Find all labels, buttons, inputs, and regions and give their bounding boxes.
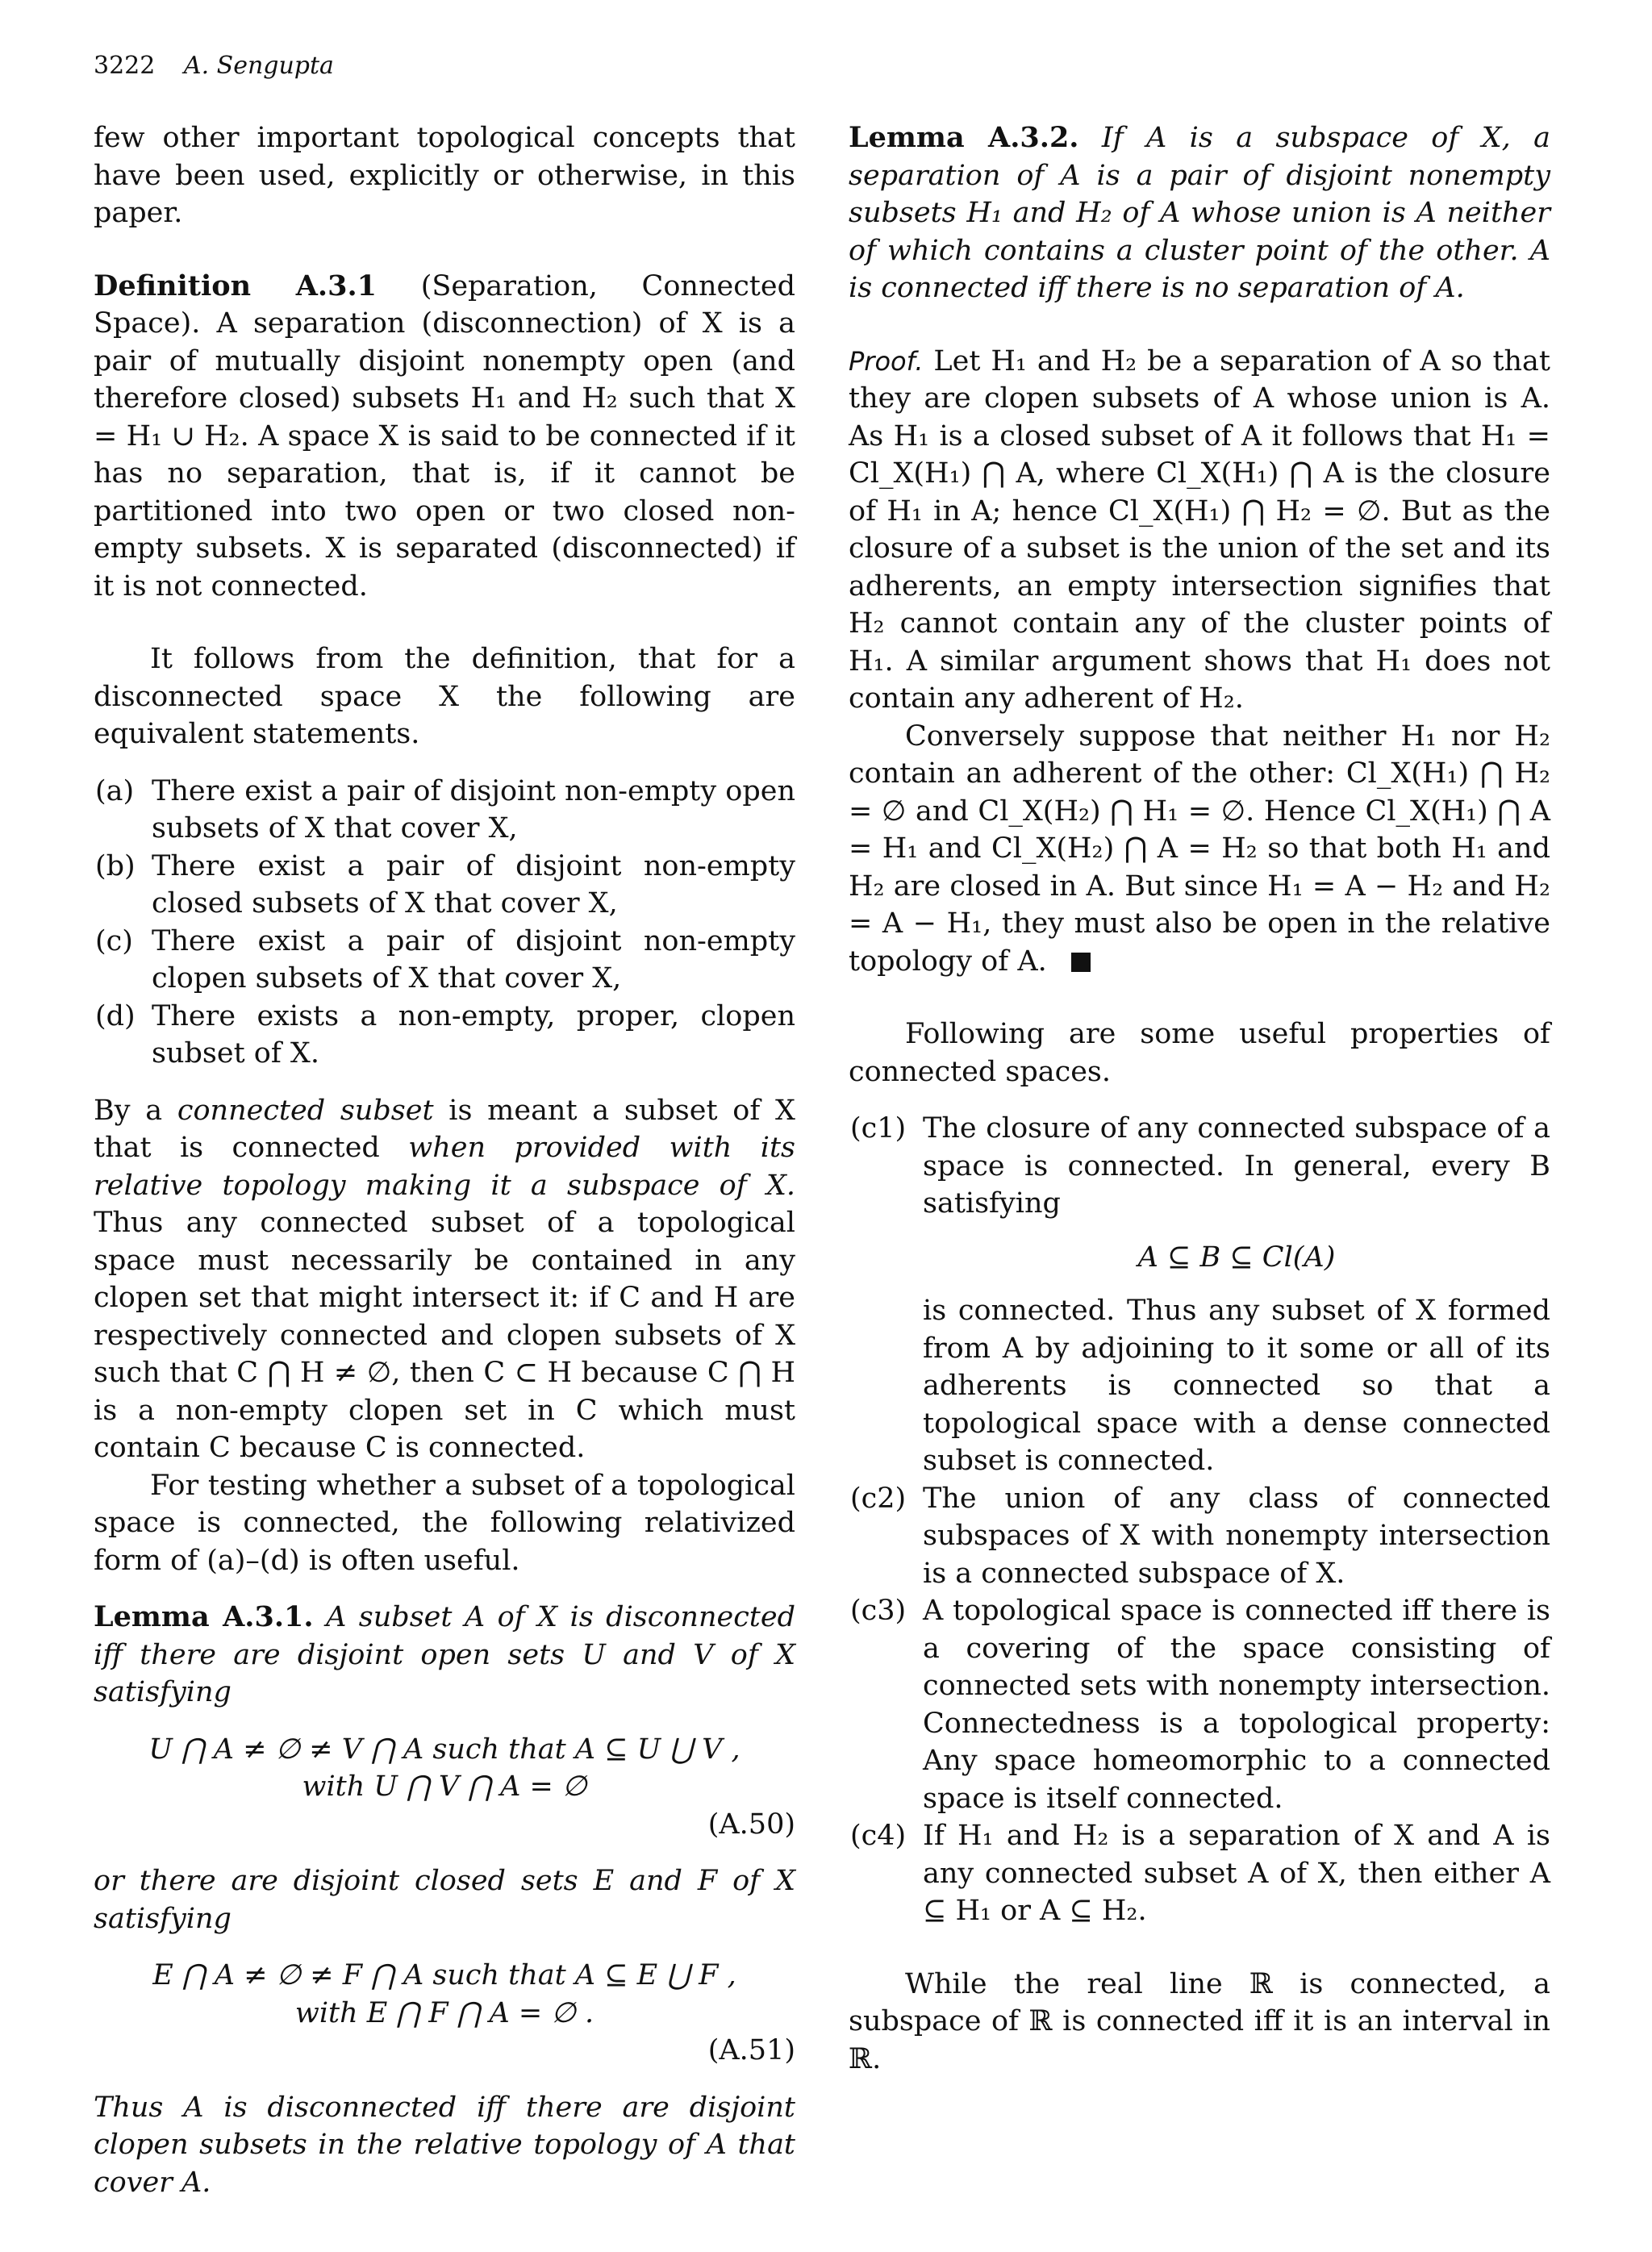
definition-body: A separation (disconnection) of X is a pair of mutually disjoint nonempty open (and therefore closed) subsets H₁ and H₂ such that X = H₁ ∪ H₂. A space X is said to be connected if it has no separation, that is, if it cannot be partitioned into two open or two closed non-empty subsets. X is separated (disconnected) if it is not connected.: [94, 307, 795, 603]
list-item-text: A topological space is connected iff there is a covering of the space consisting of connected sets with nonempty intersection. Connectedness is a topological property: Any space homeomorphic to a connected space is itself connected.: [923, 1595, 1550, 1815]
intro-paragraph: few other important topological concepts that have been used, explicitly or otherwise, in this paper.: [94, 122, 795, 229]
list-item-label: (c3): [850, 1595, 907, 1627]
proof-paragraph-2: [849, 718, 1550, 981]
lemma-a31-conclusion: Thus A is disconnected iff there are disjoint clopen subsets in the relative topology of A that cover A.: [94, 2091, 795, 2199]
right-column: [849, 119, 1550, 2078]
list-item-text: If H₁ and H₂ is a separation of X and A is any connected subset A of X, then either A ⊆ H₁ or A ⊆ H₂.: [923, 1820, 1550, 1927]
list-item: [94, 773, 795, 848]
text-run: By a: [94, 1094, 163, 1127]
running-head: [94, 52, 334, 80]
equation-number: (A.50): [707, 1808, 795, 1841]
equation-a51-line-1: E ⋂ A ≠ ∅ ≠ F ⋂ A such that A ⊆ E ⋃ F ,: [152, 1959, 736, 1991]
term-connected-subset: connected subset: [177, 1094, 434, 1127]
list-item: [849, 1817, 1550, 1930]
list-item: [94, 998, 795, 1073]
list-item-text: There exist a pair of disjoint non-empty closed subsets of X that cover X,: [152, 849, 795, 920]
proof-text: Let H₁ and H₂ be a separation of A so that they are clopen subsets of A whose union is A. As H₁ is a closed subset of A it follows that H₁ = Cl_X(H₁) ⋂ A, where Cl_X(H₁) ⋂ A is the closure of H₁ in A; hence Cl_X(H₁) ⋂ H₂ = ∅. But as the closure of a subset is the union of the set and its adherents, an empty intersection signifies that H₂ cannot contain any of the cluster points of H₁. A similar argument shows that H₁ does not contain any adherent of H₂.: [849, 344, 1550, 715]
equation-number: (A.51): [707, 2034, 795, 2066]
equivalent-statements-list: [94, 773, 795, 1073]
equation-a50-line-2: with U ⋂ V ⋂ A = ∅: [302, 1770, 587, 1803]
connected-properties-list: [849, 1110, 1550, 1930]
list-item: [849, 1480, 1550, 1593]
list-item-label: (c1): [850, 1112, 907, 1145]
definition-label: Definition A.3.1: [94, 269, 378, 302]
list-item-label: (c4): [850, 1820, 907, 1852]
list-item-label: (a): [95, 774, 135, 807]
proof-paragraph-1: [849, 343, 1550, 718]
testing-paragraph: For testing whether a subset of a topological space is connected, the following relativized form of (a)–(d) is often useful.: [94, 1469, 795, 1577]
list-item: [849, 1110, 1550, 1480]
real-line-paragraph: While the real line ℝ is connected, a subspace of ℝ is connected iff it is an interval in ℝ.: [849, 1967, 1550, 2075]
lemma-a31-continued: or there are disjoint closed sets E and F of X satisfying: [94, 1865, 795, 1935]
equation-closure: A ⊆ B ⊆ Cl(A): [1137, 1241, 1336, 1274]
proof-label: Proof.: [849, 345, 924, 377]
lemma-a32: [849, 119, 1550, 307]
lemma-label: Lemma A.3.2.: [849, 121, 1079, 154]
qed-square-icon: [1071, 953, 1091, 972]
lemma-body: A subset A of X is disconnected iff there are disjoint open sets U and V of X satisfying: [94, 1601, 795, 1708]
lemma-a31: [94, 1599, 795, 1712]
equation-a50-line-1: U ⋂ A ≠ ∅ ≠ V ⋂ A such that A ⊆ U ⋃ V ,: [148, 1733, 740, 1766]
list-item: [94, 848, 795, 923]
proof-text: Conversely suppose that neither H₁ nor H₂ contain an adherent of the other: Cl_X(H₁) ⋂ H₂ = ∅ and Cl_X(H₂) ⋂ H₁ = ∅. Hence Cl_X(H₁) ⋂ A = H₁ and Cl_X(H₂) ⋂ A = H₂ so that both H₁ and H₂ are closed in A. But since H₁ = A − H₂ and H₂ = A − H₁, they must also be open in the relative topology of A.: [849, 719, 1550, 978]
author-name: A. Sengupta: [183, 52, 334, 80]
text-run: is meant a subset of X that is connected: [94, 1094, 795, 1164]
list-item-text: The closure of any connected subspace of a space is connected. In general, every B satisfying: [923, 1112, 1550, 1220]
list-item-text: There exist a pair of disjoint non-empty open subsets of X that cover X,: [152, 774, 795, 844]
list-item-label: (c2): [850, 1482, 907, 1515]
list-item-label: (d): [95, 999, 136, 1032]
left-column: [94, 119, 795, 2201]
emphasis-text: when provided with its relative topology making it a subspace of X.: [94, 1132, 795, 1202]
list-item-text: is connected. Thus any subset of X formed from A by adjoining to it some or all of its adherents is connected so that a topological space with a dense connected subset is connected.: [923, 1295, 1550, 1477]
list-item-text: The union of any class of connected subspaces of X with nonempty intersection is a connected subspace of X.: [923, 1482, 1550, 1590]
properties-intro: Following are some useful properties of connected spaces.: [849, 1018, 1550, 1088]
definition-a31: [94, 268, 795, 606]
connected-subset-paragraph: [94, 1092, 795, 1467]
text-run: Thus any connected subset of a topological space must necessarily be contained in any clopen set that might intersect it: if C and H are respectively connected and clopen subsets of X such that C ⋂ H ≠ ∅, then C ⊂ H because C ⋂ H is a non-empty clopen set in C which must contain C because C is connected.: [94, 1207, 795, 1464]
equivalence-paragraph: It follows from the definition, that for a disconnected space X the following are equivalent statements.: [94, 643, 795, 750]
list-item-label: (b): [95, 849, 136, 882]
list-item: [94, 923, 795, 998]
lemma-body: If A is a subspace of X, a separation of A is a pair of disjoint nonempty subsets H₁ and H₂ of A whose union is A neither of which contains a cluster point of the other. A is connected iff there is no separation of A.: [849, 122, 1550, 304]
list-item: [849, 1592, 1550, 1817]
page-number: 3222: [94, 52, 156, 80]
definition-title: (Separation, Connected Space).: [94, 269, 795, 340]
list-item-text: There exist a pair of disjoint non-empty clopen subsets of X that cover X,: [152, 924, 795, 995]
list-item-label: (c): [95, 924, 133, 957]
lemma-label: Lemma A.3.1.: [94, 1600, 314, 1633]
list-item-text: There exists a non-empty, proper, clopen subset of X.: [152, 999, 795, 1070]
equation-a51-line-2: with E ⋂ F ⋂ A = ∅ .: [294, 1996, 594, 2029]
